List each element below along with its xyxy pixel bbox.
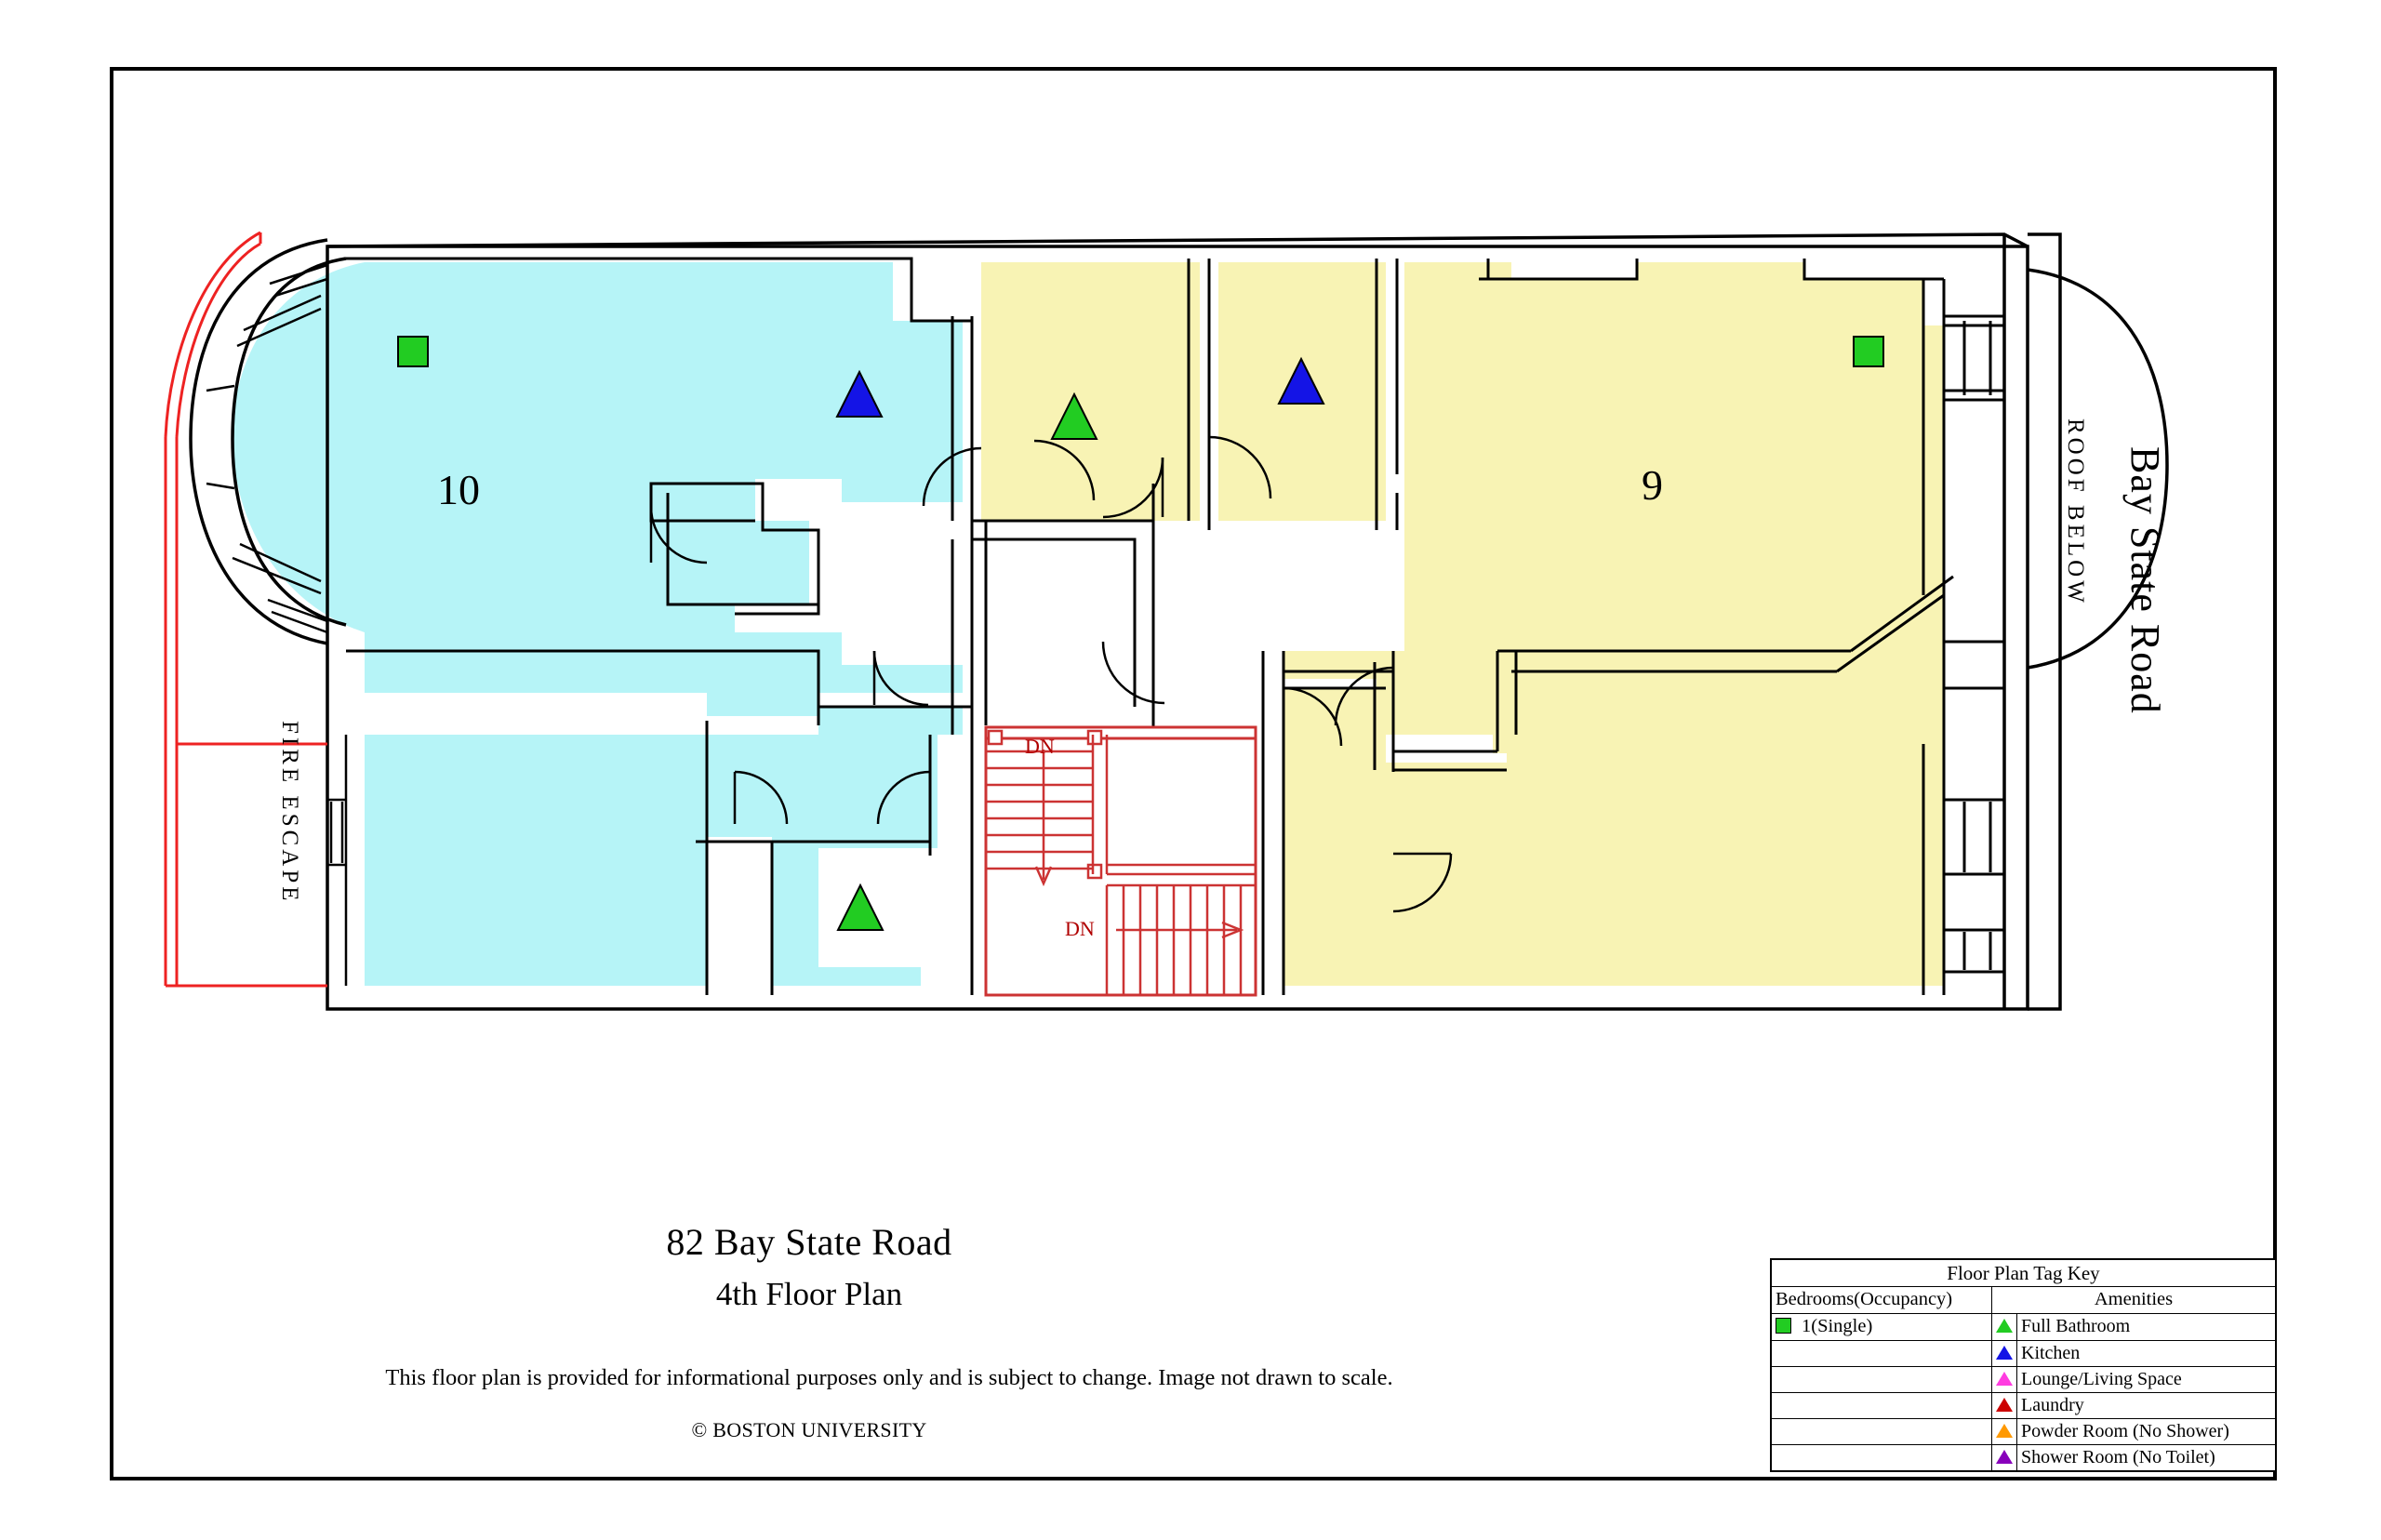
key-blank-cell-6 <box>1771 1444 1992 1471</box>
red-triangle-icon <box>1996 1398 2013 1412</box>
key-amenity-label-5: Powder Room (No Shower) <box>2017 1418 2277 1444</box>
key-amenity-label-6: Shower Room (No Toilet) <box>2017 1444 2277 1471</box>
room-number-10: 10 <box>437 466 480 513</box>
key-header-row <box>1771 1287 2276 1314</box>
key-row-2 <box>1771 1340 2276 1366</box>
roof-below-label: ROOF BELOW <box>2063 418 2088 606</box>
key-amenity-icon-cell-1 <box>1992 1313 2017 1340</box>
stair-down-label-1: DN <box>1025 735 1055 758</box>
key-row-1 <box>1771 1313 2276 1340</box>
key-title: Floor Plan Tag Key <box>1771 1259 2276 1287</box>
key-amenity-icon-cell-4 <box>1992 1392 2017 1418</box>
tag-full-bathroom-center <box>1052 394 1097 439</box>
fire-escape-label: FIRE ESCAPE <box>277 721 302 905</box>
tag-full-bathroom-unit10 <box>838 885 883 930</box>
disclaimer-text: This floor plan is provided for informational purposes only and is subject to change. Image not drawn to scale. <box>385 1365 1393 1390</box>
key-bedroom-single-cell <box>1771 1313 1992 1340</box>
key-blank-cell-5 <box>1771 1418 1992 1444</box>
green-triangle-icon <box>1996 1319 2013 1333</box>
stair-down-label-2: DN <box>1065 917 1095 940</box>
floor-plan-tag-key <box>1770 1258 2277 1472</box>
key-row-4 <box>1771 1392 2276 1418</box>
blue-triangle-icon <box>1996 1346 2013 1360</box>
key-blank-cell-2 <box>1771 1340 1992 1366</box>
tag-bedroom-single-unit9 <box>1854 337 1883 366</box>
key-header-bedrooms: Bedrooms(Occupancy) <box>1771 1287 1992 1314</box>
page-subtitle: 4th Floor Plan <box>715 1276 903 1312</box>
purple-triangle-icon <box>1996 1450 2013 1464</box>
key-amenity-label-3: Lounge/Living Space <box>2017 1366 2277 1392</box>
key-blank-cell-3 <box>1771 1366 1992 1392</box>
key-amenity-label-4: Laundry <box>2017 1392 2277 1418</box>
tag-kitchen-unit9 <box>1279 359 1324 404</box>
key-amenity-icon-cell-2 <box>1992 1340 2017 1366</box>
key-amenity-label-2: Kitchen <box>2017 1340 2277 1366</box>
green-square-icon <box>1776 1318 1791 1334</box>
room-number-9: 9 <box>1642 461 1663 509</box>
page-title: 82 Bay State Road <box>666 1221 952 1263</box>
orange-triangle-icon <box>1996 1424 2013 1438</box>
tag-kitchen-unit10 <box>837 372 882 417</box>
key-title-row <box>1771 1259 2276 1287</box>
key-bedroom-single-label: 1(Single) <box>1802 1315 1873 1336</box>
key-amenity-icon-cell-6 <box>1992 1444 2017 1471</box>
copyright-text: © BOSTON UNIVERSITY <box>691 1418 927 1441</box>
key-row-3 <box>1771 1366 2276 1392</box>
bedroom-single-swatch-wrap <box>1776 1315 1872 1339</box>
tag-bedroom-single-unit10 <box>398 337 428 366</box>
magenta-triangle-icon <box>1996 1372 2013 1386</box>
key-amenity-icon-cell-5 <box>1992 1418 2017 1444</box>
key-row-5 <box>1771 1418 2276 1444</box>
key-amenity-icon-cell-3 <box>1992 1366 2017 1392</box>
key-row-6 <box>1771 1444 2276 1471</box>
key-amenity-label-1: Full Bathroom <box>2017 1313 2277 1340</box>
key-blank-cell-4 <box>1771 1392 1992 1418</box>
key-header-amenities: Amenities <box>1992 1287 2277 1314</box>
